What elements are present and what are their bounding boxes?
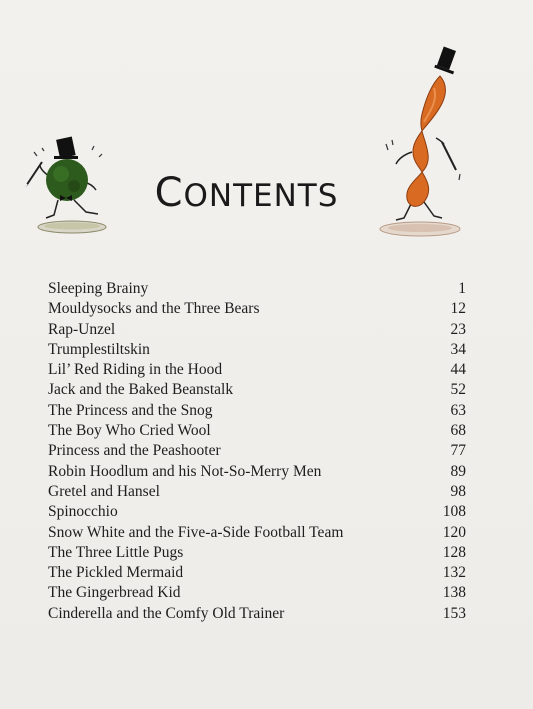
toc-entry-page-number: 34 xyxy=(450,340,466,358)
title-first-letter: C xyxy=(154,170,184,216)
toc-entry-title: Gretel and Hansel xyxy=(48,482,160,500)
toc-entry xyxy=(48,482,466,502)
toc-entry-page-number: 1 xyxy=(458,280,466,297)
toc-entry-title: Rap-Unzel xyxy=(48,320,116,338)
toc-entry-title: Lil’ Red Riding in the Hood xyxy=(48,361,223,379)
toc-entry xyxy=(48,441,466,461)
toc-entry-page-number: 128 xyxy=(442,543,466,561)
toc-entry xyxy=(48,502,466,522)
toc-entry xyxy=(48,421,466,441)
toc-entry-title: The Gingerbread Kid xyxy=(48,584,181,602)
toc-entry-title: Princess and the Peashooter xyxy=(48,442,221,460)
sausage-character-icon xyxy=(378,42,468,242)
toc-entry-title: Cinderella and the Comfy Old Trainer xyxy=(48,604,285,622)
title-rest: ONTENTS xyxy=(183,178,339,214)
toc-entry-page-number: 138 xyxy=(442,584,466,602)
toc-entry xyxy=(48,380,466,400)
toc-entry-page-number: 89 xyxy=(450,462,466,480)
toc-entry xyxy=(48,563,466,583)
toc-entry-title: Robin Hoodlum and his Not-So-Merry Men xyxy=(48,462,322,480)
toc-entry-title: Jack and the Baked Beanstalk xyxy=(48,381,234,399)
toc-entry xyxy=(48,299,466,319)
toc-entry-page-number: 120 xyxy=(442,523,466,541)
toc-entry-page-number: 44 xyxy=(450,361,466,379)
toc-entry-title: Snow White and the Five-a-Side Football Team xyxy=(48,523,344,541)
toc-entry-title: Mouldysocks and the Three Bears xyxy=(48,300,260,318)
toc-entry-page-number: 108 xyxy=(442,503,466,521)
table-of-contents xyxy=(48,279,466,624)
toc-entry-page-number: 68 xyxy=(450,422,466,440)
toc-entry xyxy=(48,279,466,299)
toc-entry xyxy=(48,401,466,421)
toc-entry-title: Trumplestiltskin xyxy=(48,340,150,358)
toc-entry-title: The Princess and the Snog xyxy=(48,401,213,419)
toc-entry-page-number: 98 xyxy=(450,482,466,500)
toc-entry-page-number: 23 xyxy=(450,320,466,338)
toc-entry-title: Spinocchio xyxy=(48,503,118,521)
toc-entry xyxy=(48,320,466,340)
toc-entry xyxy=(48,604,466,624)
toc-entry-title: Sleeping Brainy xyxy=(48,280,149,297)
toc-entry-page-number: 132 xyxy=(442,564,466,582)
toc-entry-title: The Boy Who Cried Wool xyxy=(48,422,211,440)
toc-entry xyxy=(48,523,466,543)
toc-entry-page-number: 12 xyxy=(450,300,466,318)
toc-entry xyxy=(48,462,466,482)
toc-entry xyxy=(48,543,466,563)
toc-entry xyxy=(48,360,466,380)
toc-entry xyxy=(48,583,466,603)
toc-entry-page-number: 52 xyxy=(450,381,466,399)
toc-entry-page-number: 63 xyxy=(450,401,466,419)
toc-entry-title: The Three Little Pugs xyxy=(48,543,184,561)
toc-entry-title: The Pickled Mermaid xyxy=(48,564,184,582)
toc-entry-page-number: 153 xyxy=(442,604,466,622)
toc-entry xyxy=(48,340,466,360)
toc-entry-page-number: 77 xyxy=(450,442,466,460)
